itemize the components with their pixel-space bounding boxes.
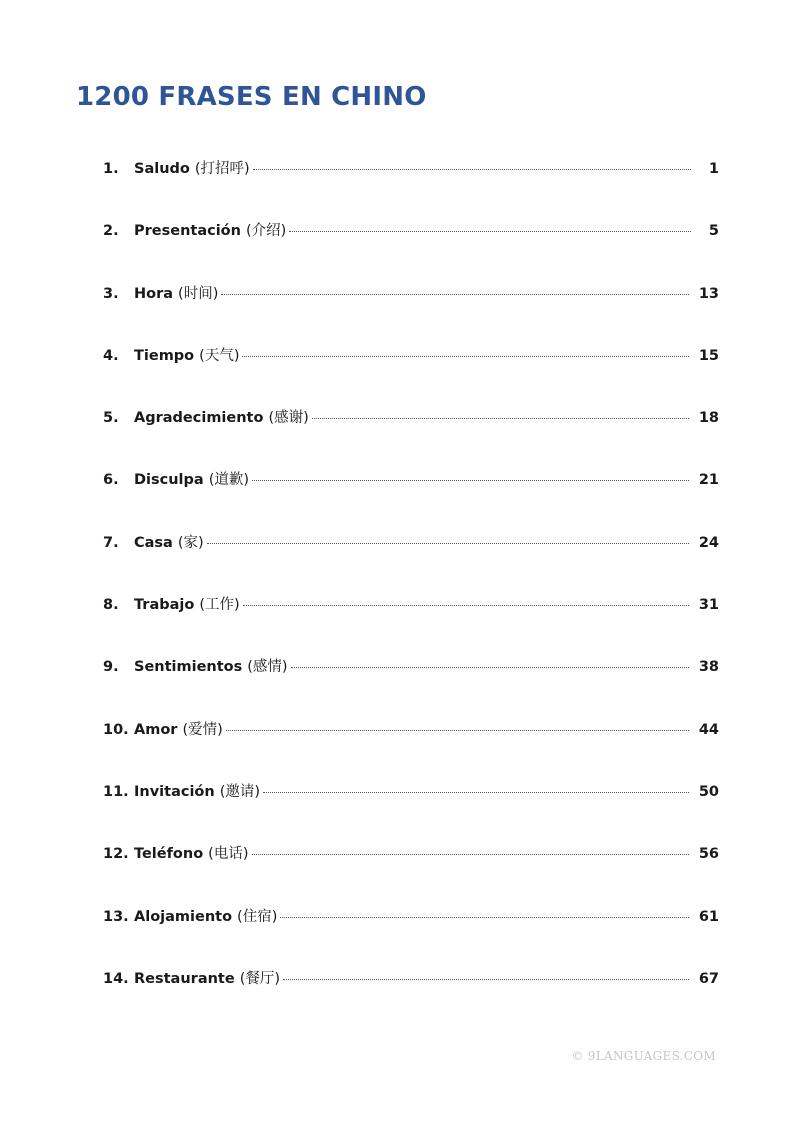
dot-leader	[243, 605, 689, 606]
toc-entry-number: 6.	[103, 472, 119, 489]
dot-leader	[252, 854, 689, 855]
toc-entry-number: 7.	[103, 534, 119, 551]
toc-entry-chinese: (工作)	[199, 597, 240, 614]
toc-entry-title: Hora	[134, 285, 174, 302]
toc-entry-number: 8.	[103, 597, 119, 614]
toc-entry-page: 50	[698, 783, 719, 800]
toc-entry-chinese: (邀请)	[219, 783, 261, 800]
toc-entry-chinese: (天气)	[199, 347, 240, 364]
table-of-contents	[103, 157, 719, 1029]
toc-entry-title: Tiempo	[134, 347, 195, 364]
toc-entry-12[interactable]	[103, 842, 719, 904]
dot-leader	[263, 792, 689, 793]
toc-entry-chinese: (感谢)	[268, 410, 309, 427]
toc-entry-11[interactable]	[103, 780, 719, 842]
toc-entry-4[interactable]	[103, 344, 719, 406]
toc-entry-number: 4.	[103, 347, 119, 364]
toc-entry-chinese: (餐厅)	[239, 970, 281, 987]
toc-entry-number: 14.	[103, 970, 129, 987]
toc-entry-7[interactable]	[103, 531, 719, 593]
dot-leader	[283, 979, 689, 980]
dot-leader	[280, 917, 688, 918]
toc-entry-number: 12.	[103, 846, 129, 863]
watermark: © 9LANGUAGES.COM	[571, 1049, 716, 1063]
toc-entry-number: 5.	[103, 410, 119, 427]
toc-entry-chinese: (爱情)	[182, 721, 223, 738]
dot-leader	[226, 730, 689, 731]
toc-entry-page: 44	[698, 721, 719, 738]
toc-entry-chinese: (电话)	[208, 846, 249, 863]
toc-entry-title: Sentimientos	[134, 659, 243, 676]
toc-entry-number: 11.	[103, 783, 129, 800]
toc-entry-9[interactable]	[103, 655, 719, 717]
toc-entry-chinese: (时间)	[178, 285, 219, 302]
toc-entry-page: 1	[708, 161, 719, 177]
toc-entry-page: 67	[698, 970, 719, 987]
dot-leader	[242, 356, 688, 357]
dot-leader	[291, 667, 689, 668]
toc-entry-title: Agradecimiento	[134, 410, 264, 427]
toc-entry-title: Alojamiento	[134, 908, 233, 925]
toc-entry-chinese: (家)	[177, 534, 204, 551]
dot-leader	[253, 169, 691, 170]
toc-entry-13[interactable]	[103, 905, 719, 967]
toc-entry-page: 5	[708, 223, 719, 240]
toc-entry-page: 15	[698, 347, 719, 364]
toc-entry-page: 56	[698, 846, 719, 863]
toc-entry-number: 9.	[103, 659, 119, 676]
toc-entry-title: Presentación	[134, 223, 241, 240]
toc-entry-title: Disculpa	[134, 472, 204, 489]
toc-entry-title: Saludo	[134, 161, 190, 177]
toc-entry-page: 31	[698, 597, 719, 614]
toc-entry-title: Trabajo	[134, 597, 195, 614]
toc-entry-5[interactable]	[103, 406, 719, 468]
toc-entry-page: 21	[698, 472, 719, 489]
toc-entry-number: 13.	[103, 908, 129, 925]
page-title: 1200 FRASES EN CHINO	[76, 82, 427, 112]
toc-entry-8[interactable]	[103, 593, 719, 655]
toc-entry-number: 2.	[103, 223, 119, 240]
toc-entry-14[interactable]	[103, 967, 719, 1029]
toc-entry-chinese: (打招呼)	[194, 161, 250, 177]
toc-entry-title: Invitación	[134, 783, 215, 800]
toc-entry-page: 24	[698, 534, 719, 551]
toc-entry-title: Restaurante	[134, 970, 235, 987]
toc-entry-number: 10.	[103, 721, 129, 738]
toc-entry-number: 3.	[103, 285, 119, 302]
toc-entry-3[interactable]	[103, 282, 719, 344]
toc-entry-page: 38	[698, 659, 719, 676]
toc-entry-page: 18	[698, 410, 719, 427]
toc-entry-2[interactable]	[103, 219, 719, 281]
toc-entry-page: 13	[698, 285, 719, 302]
dot-leader	[207, 543, 689, 544]
toc-entry-title: Casa	[134, 534, 173, 551]
toc-entry-chinese: (住宿)	[237, 908, 278, 925]
toc-entry-number: 1.	[103, 161, 119, 177]
toc-entry-title: Teléfono	[134, 846, 204, 863]
toc-entry-10[interactable]	[103, 718, 719, 780]
toc-entry-6[interactable]	[103, 468, 719, 530]
toc-entry-page: 61	[698, 908, 719, 925]
toc-entry-chinese: (感情)	[247, 659, 288, 676]
dot-leader	[252, 480, 689, 481]
toc-entry-chinese: (道歉)	[208, 472, 250, 489]
toc-entry-1[interactable]	[103, 157, 719, 219]
toc-entry-title: Amor	[134, 721, 178, 738]
dot-leader	[221, 294, 688, 295]
dot-leader	[312, 418, 689, 419]
toc-entry-chinese: (介绍)	[245, 223, 287, 240]
dot-leader	[289, 231, 691, 232]
